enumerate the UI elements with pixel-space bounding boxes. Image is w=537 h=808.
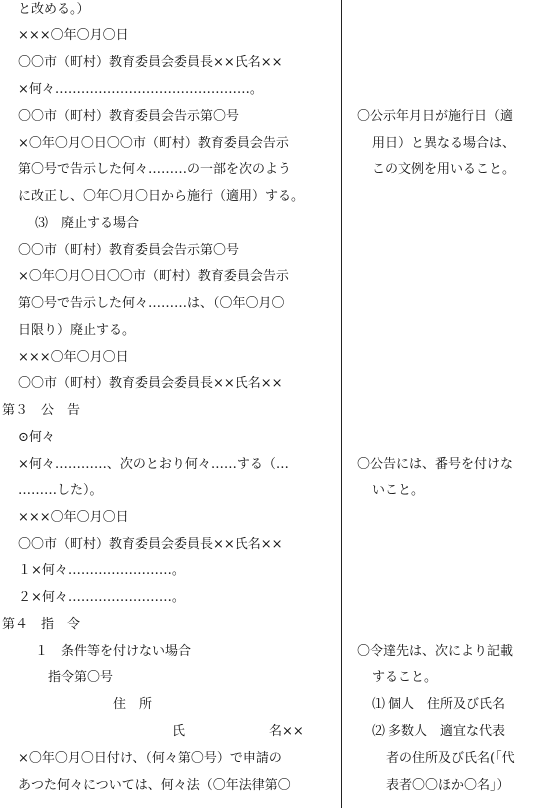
note-line: 〇公告には、番号を付けな (357, 457, 514, 472)
text-line: ………した）。 (18, 483, 103, 498)
subsection-heading: １ 条件等を付けない場合 (35, 644, 192, 659)
note-line: 〇令達先は、次により記載 (357, 644, 514, 659)
text-line: 名×× (269, 724, 304, 739)
text-line: 第〇号で告示した何々………の一部を次のよう (18, 162, 292, 177)
text-line: ×〇年〇月〇日〇〇市（町村）教育委員会告示 (18, 136, 289, 151)
text-line: ×何々…………、次のとおり何々……する（… (18, 457, 289, 472)
text-line: あつた何々については、何々法（〇年法律第〇 (18, 778, 291, 793)
note-line: 者の住所及び氏名(「代 (386, 751, 515, 766)
text-line: ×××〇年〇月〇日 (18, 28, 129, 43)
subsection-heading: ⑶ 廃止する場合 (35, 216, 140, 231)
column-divider (341, 0, 342, 808)
text-line: ×〇年〇月〇日付け、（何々第〇号）で申請の (18, 751, 282, 766)
note-line: 個人 住所及び氏名 (388, 697, 506, 712)
text-line: と改める。） (18, 2, 90, 17)
note-line: 表者〇〇ほか〇名」） (386, 778, 510, 793)
section-heading: 第３ 公 告 (2, 403, 81, 418)
text-line: 第〇号で告示した何々………は、（〇年〇月〇 (18, 296, 285, 311)
note-line: ⑵ (372, 724, 386, 739)
text-line: ×〇年〇月〇日〇〇市（町村）教育委員会告示 (18, 269, 289, 284)
text-line: ２×何々……………………。 (18, 590, 185, 605)
section-heading: 第４ 指 令 (2, 617, 81, 632)
text-line: 日限り）廃止する。 (18, 323, 136, 338)
text-line: 〇〇市（町村）教育委員会委員長××氏名×× (18, 376, 283, 391)
note-line: すること。 (372, 670, 438, 685)
text-line: 〇〇市（町村）教育委員会告示第〇号 (18, 243, 240, 258)
text-line: ⊙何々 (18, 430, 55, 445)
note-line: ⑴ (372, 697, 386, 712)
text-line: 氏 (172, 724, 186, 739)
text-line: １×何々……………………。 (18, 563, 185, 578)
text-line: 〇〇市（町村）教育委員会委員長××氏名×× (18, 55, 283, 70)
text-line: 〇〇市（町村）教育委員会告示第〇号 (18, 109, 240, 124)
text-line: 住 所 (113, 697, 153, 712)
note-line: 〇公示年月日が施行日（適 (357, 109, 514, 124)
note-line: いこと。 (372, 483, 425, 498)
text-line: ×××〇年〇月〇日 (18, 510, 129, 525)
text-line: ×何々………………………………………。 (18, 82, 263, 97)
note-line: 用日）と異なる場合は、 (372, 136, 516, 151)
text-line: ×××〇年〇月〇日 (18, 350, 129, 365)
note-line: 多数人 適宜な代表 (388, 724, 506, 739)
text-line: 指令第〇号 (48, 670, 114, 685)
text-line: に改正し、〇年〇月〇日から施行（適用）する。 (18, 189, 305, 204)
note-line: この文例を用いること。 (372, 162, 516, 177)
text-line: 〇〇市（町村）教育委員会委員長××氏名×× (18, 537, 283, 552)
